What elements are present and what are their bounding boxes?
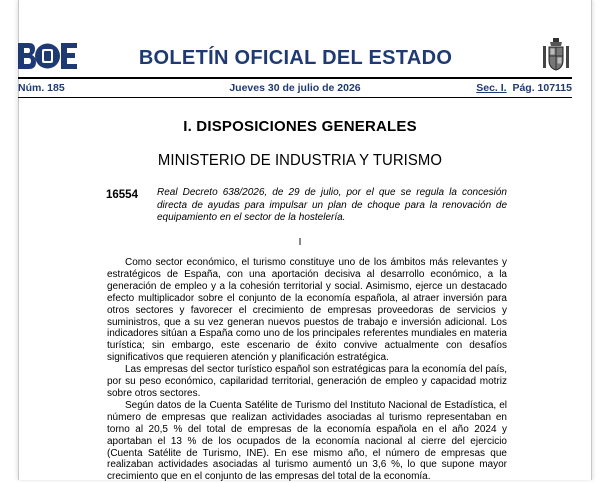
- body-text: [107, 257, 507, 483]
- issue-number: Núm. 185: [18, 82, 65, 94]
- disposition-title: Real Decreto 638/2026, de 29 de julio, por el que se regula la concesión directa de ayudas para impulsar un plan de choque para la renovación de equipamiento en el sector de la hostelería.: [157, 187, 507, 224]
- boe-header: [18, 42, 573, 74]
- page-number: Pág. 107115: [512, 82, 572, 94]
- issue-date: Jueves 30 de julio de 2026: [229, 82, 361, 94]
- paragraph: Las empresas del sector turístico español son estratégicas para la economía del país, por su peso económico, capilaridad territorial, generación de empleo y capacidad motriz sobre otros sectores.: [107, 364, 507, 399]
- meta-rule: [18, 97, 572, 98]
- paragraph: Según datos de la Cuenta Satélite de Turismo del Instituto Nacional de Estadística, el número de empresas que realizan actividades asociadas al turismo representaban en torno al 20,5 % del total de empresas de la economía española en el año 2024 y aportaban el 13 % de los ocupados de la economía nacional al cierre del ejercicio (Cuenta Satélite de Turismo, INE). En ese mismo año, el número de empresas que realizaban actividades asociadas al turismo aumentó un 3,6 %, lo que supone mayor crecimiento que en el conjunto de las empresas del total de la economía.: [107, 399, 507, 483]
- section-title: I. DISPOSICIONES GENERALES: [183, 118, 417, 135]
- section-page: [476, 82, 572, 94]
- header-meta: [18, 82, 572, 96]
- disposition-number: 16554: [106, 189, 138, 201]
- paragraph: Como sector económico, el turismo constituye uno de los ámbitos más relevantes y estratégicos de España, con una aportación decisiva al desarrollo económico, a la generación de empleo y a la cohesión territorial y social. Asimismo, ejerce un destacado efecto multiplicador sobre el conjunto de la economía española, al atraer inversión para otros sectores y favorecer el crecimiento de empresas proveedoras de servicios y suministros, que a su vez generan nuevos puestos de trabajo e inversión adicional. Los indicadores sitúan a España como uno de los principales referentes mundiales en materia turística; sin embargo, este escenario de éxito convive actualmente con desafíos significativos que requieren atención y planificación estratégica.: [107, 257, 507, 364]
- coat-of-arms-icon: [541, 38, 571, 72]
- section-label: Sec. I.: [476, 82, 507, 94]
- chapter-heading: I: [298, 237, 302, 248]
- gazette-title: BOLETÍN OFICIAL DEL ESTADO: [138, 47, 453, 69]
- header-rule: [18, 77, 572, 79]
- ministry-heading: MINISTERIO DE INDUSTRIA Y TURISMO: [157, 152, 443, 169]
